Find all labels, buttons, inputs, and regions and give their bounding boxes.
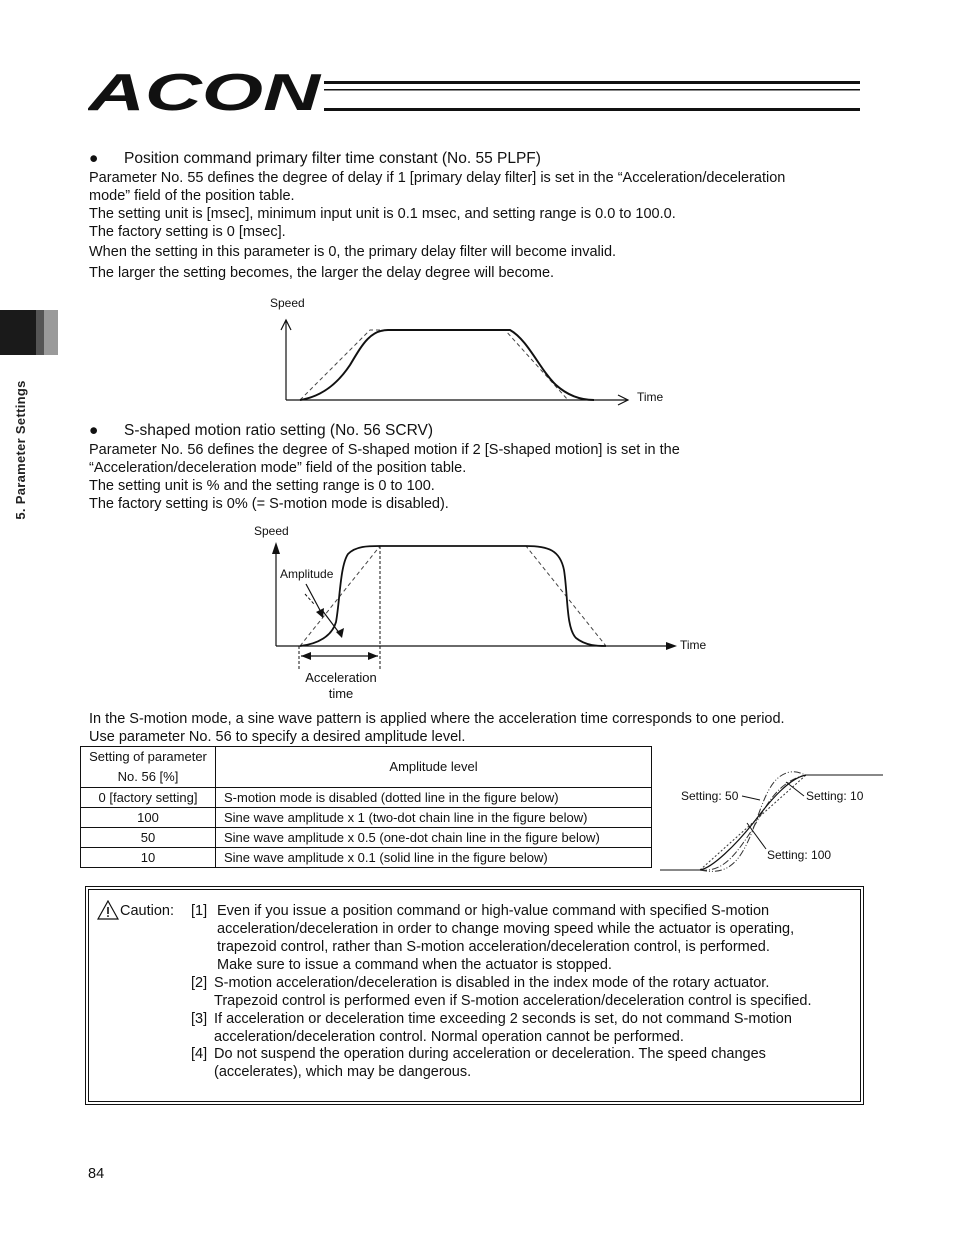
section55-line: mode” field of the position table. [89, 188, 295, 204]
section55-line: The setting unit is [msec], minimum input unit is 0.1 msec, and setting range is 0.0 to 100.0. [89, 206, 676, 222]
section55-heading: ● Position command primary filter time constant (No. 55 PLPF) [89, 150, 541, 167]
s-motion-description: Use parameter No. 56 to specify a desired amplitude level. [89, 729, 466, 745]
label-setting-50: Setting: 50 [681, 789, 739, 803]
section55-line: When the setting in this parameter is 0, the primary delay filter will become invalid. [89, 244, 617, 260]
s-motion-description: In the S-motion mode, a sine wave pattern is applied where the acceleration time corresponds to one period. [89, 711, 785, 727]
table-cell-setting: 0 [factory setting] [81, 788, 216, 808]
page-number: 84 [88, 1166, 105, 1182]
table-cell-amplitude: S-motion mode is disabled (dotted line in the figure below) [216, 788, 652, 808]
bullet-icon: ● [89, 150, 99, 167]
section56-line: The setting unit is % and the setting range is 0 to 100. [89, 478, 435, 494]
caution-item: S-motion acceleration/deceleration is disabled in the index mode of the rotary actuator. Trapezoid control is performed even if S-motion acceleration/deceleration control is specified. [214, 975, 812, 1009]
label-setting-10: Setting: 10 [806, 789, 864, 803]
y-axis-label: Speed [270, 296, 305, 310]
caution-item-number: [3] [191, 1011, 208, 1027]
caution-item-number: [4] [191, 1046, 208, 1062]
leader-setting-50 [742, 796, 760, 800]
amplitude-label: Amplitude [280, 567, 334, 581]
caution-item: Even if you issue a position command or high-value command with specified S-motion acceleration/deceleration in order to change moving speed while the actuator is operating, trapezoid control, rather than S-motion acceleration/deceleration control, is performed. Make sure to issue a command when the actuator is stopped. [217, 903, 795, 973]
caution-item-number: [1] [191, 903, 208, 919]
table-header-amplitude: Amplitude level [216, 747, 652, 788]
leader-setting-10 [786, 782, 804, 796]
section56-line: “Acceleration/deceleration mode” field of the position table. [89, 460, 467, 476]
caution-item: Do not suspend the operation during acceleration or deceleration. The speed changes (accelerates), which may be dangerous. [214, 1046, 766, 1080]
section55-line: The larger the setting becomes, the larger the delay degree will become. [89, 265, 555, 281]
section-label: 5. Parameter Settings [12, 380, 28, 520]
x-axis-label: Time [637, 390, 664, 404]
caution-item-number: [2] [191, 975, 208, 991]
table-header-setting: Setting of parameter No. 56 [%] [81, 747, 216, 788]
label-setting-100: Setting: 100 [767, 848, 832, 862]
table-cell-setting: 10 [81, 848, 216, 868]
section56-line: The factory setting is 0% (= S-motion mode is disabled). [89, 496, 449, 512]
table-cell-amplitude: Sine wave amplitude x 0.5 (one-dot chain line in the figure below) [216, 828, 652, 848]
x-axis-label: Time [680, 638, 707, 652]
caution-label: Caution: [120, 903, 175, 919]
accel-time-label-1: Acceleration [305, 670, 377, 685]
caution-box [88, 889, 861, 1102]
table-cell-amplitude: Sine wave amplitude x 0.1 (solid line in the figure below) [216, 848, 652, 868]
table-cell-setting: 50 [81, 828, 216, 848]
accel-time-label-2: time [328, 686, 354, 701]
section56-heading: ● S-shaped motion ratio setting (No. 56 SCRV) [89, 422, 434, 439]
table-cell-setting: 100 [81, 808, 216, 828]
table-cell-amplitude: Sine wave amplitude x 1 (two-dot chain line in the figure below) [216, 808, 652, 828]
section55-line: Parameter No. 55 defines the degree of delay if 1 [primary delay filter] is set in the “Acceleration/deceleration [89, 170, 786, 186]
section55-line: The factory setting is 0 [msec]. [89, 224, 286, 240]
caution-item: If acceleration or deceleration time exceeding 2 seconds is set, do not command S-motion acceleration/deceleration control. Normal operation cannot be performed. [214, 1011, 792, 1045]
warning-icon [97, 900, 119, 920]
y-axis-label: Speed [254, 524, 289, 538]
bullet-icon: ● [89, 422, 99, 439]
leader-setting-100 [747, 823, 766, 849]
section56-line: Parameter No. 56 defines the degree of S-shaped motion if 2 [S-shaped motion] is set in the [89, 442, 680, 458]
logo-text: ACON [88, 64, 323, 116]
